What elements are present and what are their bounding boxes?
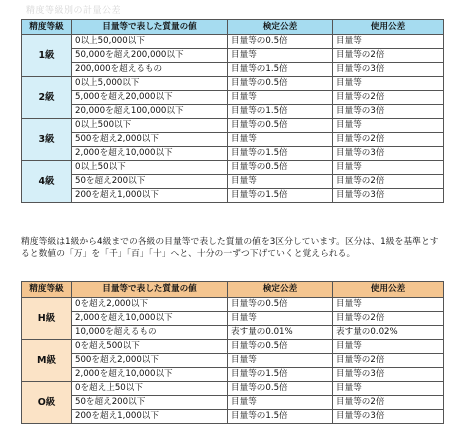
use-tolerance-cell: 目量等 — [333, 298, 444, 312]
table-header-row — [22, 282, 444, 298]
verification-tolerance-cell: 目量等の1.5倍 — [228, 63, 333, 77]
verification-tolerance-cell: 目量等の1.5倍 — [228, 105, 333, 119]
verification-tolerance-cell: 目量等の1.5倍 — [228, 368, 333, 382]
table-row — [22, 63, 444, 77]
mass-range-cell: 0以上50以下 — [72, 161, 228, 175]
table-row — [22, 133, 444, 147]
use-tolerance-cell: 目量等 — [333, 119, 444, 133]
verification-tolerance-cell: 目量等の0.5倍 — [228, 340, 333, 354]
verification-tolerance-cell: 目量等 — [228, 312, 333, 326]
mass-range-cell: 0を超え2,000以下 — [72, 298, 228, 312]
grade-cell: 2級 — [22, 77, 72, 119]
header-mass-value: 目量等で表した質量の値 — [72, 282, 228, 298]
header-mass-value: 目量等で表した質量の値 — [72, 20, 228, 35]
mass-range-cell: 50,000を超え200,000以下 — [72, 49, 228, 63]
verification-tolerance-cell: 目量等の1.5倍 — [228, 410, 333, 424]
use-tolerance-cell: 目量等の3倍 — [333, 368, 444, 382]
verification-tolerance-cell: 目量等の0.5倍 — [228, 77, 333, 91]
grade-cell: 4級 — [22, 161, 72, 203]
mass-range-cell: 20,000を超え100,000以下 — [72, 105, 228, 119]
use-tolerance-cell: 目量等 — [333, 161, 444, 175]
use-tolerance-cell: 目量等 — [333, 77, 444, 91]
header-accuracy-class: 精度等級 — [22, 20, 72, 35]
use-tolerance-cell: 目量等の3倍 — [333, 189, 444, 203]
mass-range-cell: 0以上5,000以下 — [72, 77, 228, 91]
verification-tolerance-cell: 目量等の1.5倍 — [228, 189, 333, 203]
mass-range-cell: 0以上500以下 — [72, 119, 228, 133]
use-tolerance-cell: 目量等の3倍 — [333, 105, 444, 119]
table-body — [22, 298, 444, 424]
table-row — [22, 189, 444, 203]
grade-cell: M級 — [22, 340, 72, 382]
verification-tolerance-cell: 目量等 — [228, 133, 333, 147]
table-row — [22, 175, 444, 189]
header-use-tolerance: 使用公差 — [333, 20, 444, 35]
use-tolerance-cell: 目量等の2倍 — [333, 396, 444, 410]
faint-header-text: 精度等級別の計量公差 — [26, 6, 122, 16]
table-row — [22, 312, 444, 326]
mass-range-cell: 200を超え1,000以下 — [72, 189, 228, 203]
mass-range-cell: 50を超え200以下 — [72, 175, 228, 189]
use-tolerance-cell: 目量等 — [333, 382, 444, 396]
mass-range-cell: 10,000を超えるもの — [72, 326, 228, 340]
mass-range-cell: 200を超え1,000以下 — [72, 410, 228, 424]
use-tolerance-cell: 目量等の2倍 — [333, 133, 444, 147]
table-row — [22, 49, 444, 63]
header-accuracy-class: 精度等級 — [22, 282, 72, 298]
table-row — [22, 326, 444, 340]
use-tolerance-cell: 目量等の3倍 — [333, 410, 444, 424]
table-row — [22, 77, 444, 91]
table-row — [22, 35, 444, 49]
grade-cell: 1級 — [22, 35, 72, 77]
table-row — [22, 298, 444, 312]
use-tolerance-cell: 目量等の2倍 — [333, 91, 444, 105]
verification-tolerance-cell: 目量等 — [228, 91, 333, 105]
header-verification-tolerance: 検定公差 — [228, 282, 333, 298]
table-row — [22, 105, 444, 119]
mass-range-cell: 5,000を超え20,000以下 — [72, 91, 228, 105]
verification-tolerance-cell: 目量等 — [228, 175, 333, 189]
grade-cell: H級 — [22, 298, 72, 340]
mass-range-cell: 0を超え500以下 — [72, 340, 228, 354]
table-row — [22, 368, 444, 382]
mass-range-cell: 0を超え上50以下 — [72, 382, 228, 396]
use-tolerance-cell: 目量等の2倍 — [333, 175, 444, 189]
table-row — [22, 340, 444, 354]
use-tolerance-cell: 目量等 — [333, 35, 444, 49]
verification-tolerance-cell: 目量等の1.5倍 — [228, 147, 333, 161]
use-tolerance-cell: 目量等の2倍 — [333, 354, 444, 368]
accuracy-class-table-1 — [21, 19, 444, 203]
use-tolerance-cell: 表す量の0.02% — [333, 326, 444, 340]
mass-range-cell: 200,000を超えるもの — [72, 63, 228, 77]
table-row — [22, 382, 444, 396]
table-row — [22, 161, 444, 175]
table-row — [22, 91, 444, 105]
mass-range-cell: 500を超え2,000以下 — [72, 133, 228, 147]
mass-range-cell: 2,000を超え10,000以下 — [72, 368, 228, 382]
table-row — [22, 119, 444, 133]
verification-tolerance-cell: 目量等の0.5倍 — [228, 382, 333, 396]
header-verification-tolerance: 検定公差 — [228, 20, 333, 35]
verification-tolerance-cell: 目量等 — [228, 396, 333, 410]
verification-tolerance-cell: 目量等の0.5倍 — [228, 161, 333, 175]
table-row — [22, 147, 444, 161]
accuracy-class-table-2 — [21, 281, 444, 424]
verification-tolerance-cell: 目量等の0.5倍 — [228, 35, 333, 49]
verification-tolerance-cell: 目量等の0.5倍 — [228, 119, 333, 133]
use-tolerance-cell: 目量等の3倍 — [333, 63, 444, 77]
table-body — [22, 35, 444, 203]
verification-tolerance-cell: 表す量の0.01% — [228, 326, 333, 340]
grade-cell: 3級 — [22, 119, 72, 161]
mass-range-cell: 2,000を超え10,000以下 — [72, 312, 228, 326]
table-row — [22, 396, 444, 410]
use-tolerance-cell: 目量等の2倍 — [333, 312, 444, 326]
use-tolerance-cell: 目量等の2倍 — [333, 49, 444, 63]
table-row — [22, 354, 444, 368]
use-tolerance-cell: 目量等の3倍 — [333, 147, 444, 161]
mass-range-cell: 2,000を超え10,000以下 — [72, 147, 228, 161]
mass-range-cell: 500を超え2,000以下 — [72, 354, 228, 368]
mass-range-cell: 50を超え200以下 — [72, 396, 228, 410]
use-tolerance-cell: 目量等 — [333, 340, 444, 354]
grade-cell: O級 — [22, 382, 72, 424]
mass-range-cell: 0以上50,000以下 — [72, 35, 228, 49]
verification-tolerance-cell: 目量等 — [228, 354, 333, 368]
verification-tolerance-cell: 目量等の0.5倍 — [228, 298, 333, 312]
header-use-tolerance: 使用公差 — [333, 282, 444, 298]
explanatory-note: 精度等級は1級から4級までの各級の目量等で表した質量の値を3区分しています。区分は、1級を基準とすると数値の「万」を「千」「百」「十」へと、十分の一ずつ下げていくと覚えられる。 — [21, 237, 439, 259]
table-row — [22, 410, 444, 424]
verification-tolerance-cell: 目量等 — [228, 49, 333, 63]
table-header-row — [22, 20, 444, 35]
